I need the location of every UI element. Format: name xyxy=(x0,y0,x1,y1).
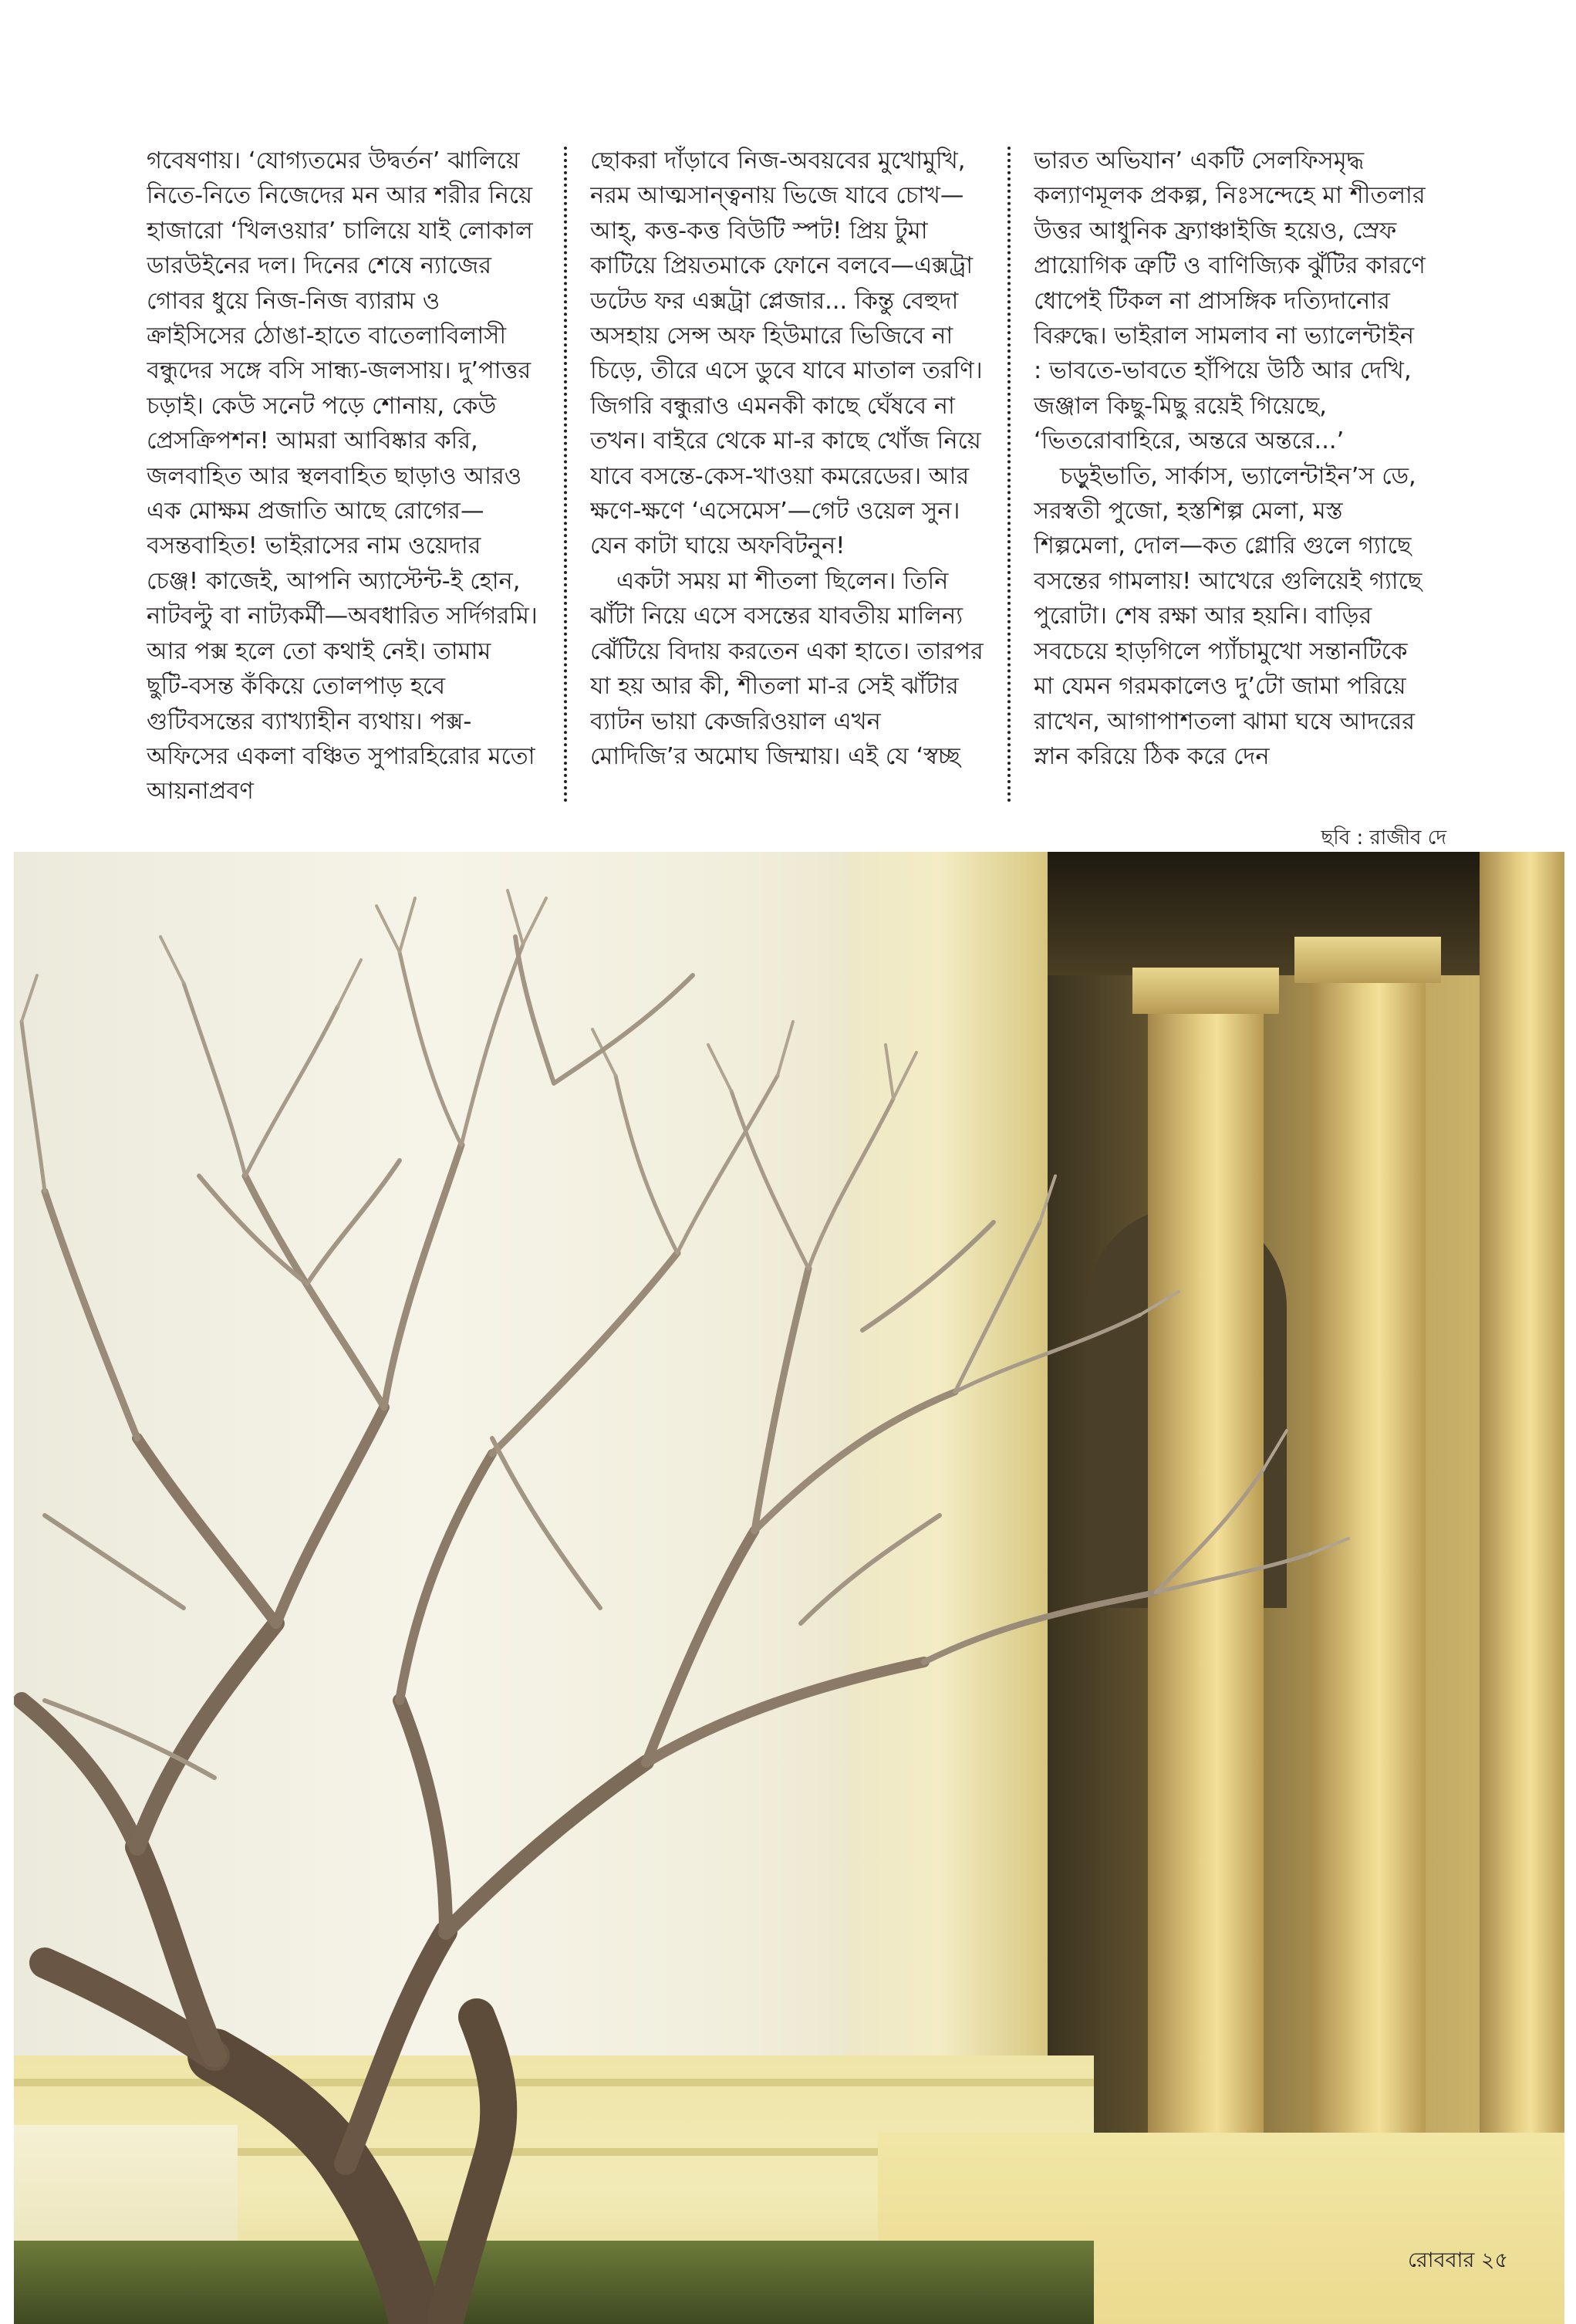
paragraph: ভারত অভিযান’ একটি সেলফিসমৃদ্ধ কল্যাণমূলক প্রকল্প, নিঃসন্দেহে মা শীতলার উত্তর আধুনিক ফ্র্যাঞ্চাইজি হয়েও, স্রেফ প্রায়োগিক ত্রুটি ও বাণিজ্যিক ঝুঁটির কারণে ধোপেই টিকল না প্রাসঙ্গিক দত্যিদানোর বিরুদ্ধে। ভাইরাল সামলাব না ভ্যালেন্টাইন : ভাবতে-ভাবতে হাঁপিয়ে উঠি আর দেখি, জঞ্জাল কিছু-মিছু রয়েই গিয়েছে, ‘ভিতরোবাহিরে, অন্তরে অন্তরে...’ xyxy=(1034,147,1426,455)
bare-tree-illustration xyxy=(14,852,1564,2324)
paragraph: চড়ুইভাতি, সার্কাস, ভ্যালেন্টাইন’স ডে, সরস্বতী পুজো, হস্তশিল্প মেলা, মস্ত শিল্পমেলা, দোল—কত গ্লোরি গুলে গ্যাছে বসন্তের গামলায়! আখেরে গুলিয়েই গ্যাছে পুরোটা। শেষ রক্ষা আর হয়নি। বাড়ির সবচেয়ে হাড়গিলে প্যাঁচামুখো সন্তানটিকে মা যেমন গরমকালেও দু’টো জামা পরিয়ে রাখেন, আগাপাশতলা ঝামা ঘষে আদরের স্নান করিয়ে ঠিক করে দেন xyxy=(1034,462,1422,770)
column-divider xyxy=(1007,147,1011,802)
page-folio: রোববার ২৫ xyxy=(1407,2248,1508,2272)
paragraph: গবেষণায়। ‘যোগ্যতমের উদ্বর্তন’ ঝালিয়ে নিতে-নিতে নিজেদের মন আর শরীর নিয়ে হাজারো ‘খিলওয়ার’ চালিয়ে যাই লোকাল ডারউইনের দল। দিনের শেষে ন্যাজের গোবর ধুয়ে নিজ-নিজ ব্যারাম ও ক্রাইসিসের ঠোঙা-হাতে বাতেলাবিলাসী বন্ধুদের সঙ্গে বসি সান্ধ্য-জলসায়। দু’পাত্তর চড়াই। কেউ সনেট পড়ে শোনায়, কেউ প্রেসক্রিপশন! আমরা আবিষ্কার করি, জলবাহিত আর স্থলবাহিত ছাড়াও আরও এক মোক্ষম প্রজাতি আছে রোগের—বসন্তবাহিত! ভাইরাসের নাম ওয়েদার চেঞ্জ! কাজেই, আপনি অ্যাস্টেন্ট-ই হোন, নাটবল্টু বা নাট্যকর্মী—অবধারিত সর্দিগরমি। আর পক্স হলে তো কথাই নেই। তামাম ছুটি-বসন্ত কঁকিয়ে তোলপাড় হবে গুটিবসন্তের ব্যাখ্যাহীন ব্যথায়। পক্স-অফিসের একলা বঞ্চিত সুপারহিরোর মতো আয়নাপ্রবণ xyxy=(147,147,538,806)
text-column-1 xyxy=(147,144,540,807)
text-column-3 xyxy=(1034,144,1427,807)
text-column-2 xyxy=(590,144,984,807)
paragraph: একটা সময় মা শীতলা ছিলেন। তিনি ঝাঁটা নিয়ে এসে বসন্তের যাবতীয় মালিন্য ঝেঁটিয়ে বিদায় করতেন একা হাতে। তারপর যা হয় আর কী, শীতলা মা-র সেই ঝাঁটার ব্যাটন ভায়া কেজরিওয়াল এখন মোদিজি’র অমোঘ জিম্মায়। এই যে ‘স্বচ্ছ xyxy=(590,567,984,770)
photo-credit: ছবি : রাজীব দে xyxy=(1321,826,1446,850)
article-photo xyxy=(14,852,1564,2324)
column-divider xyxy=(564,147,567,802)
paragraph: ছোকরা দাঁড়াবে নিজ-অবয়বের মুখোমুখি, নরম আত্মসান্ত্বনায় ভিজে যাবে চোখ—আহ্, কত্ত-কত্ত বিউটি স্পট! প্রিয় টুমা কাটিয়ে প্রিয়তমাকে ফোনে বলবে—এক্সট্রা ডটেড ফর এক্সট্রা প্লেজার... কিন্তু বেহুদা অসহায় সেন্স অফ হিউমারে ভিজিবে না চিড়ে, তীরে এসে ডুবে যাবে মাতাল তরণি। জিগরি বন্ধুরাও এমনকী কাছে ঘেঁষবে না তখন। বাইরে থেকে মা-র কাছে খোঁজ নিয়ে যাবে বসন্তে-কেস-খাওয়া কমরেডের। আর ক্ষণে-ক্ষণে ‘এসেমেস’—গেট ওয়েল সুন। যেন কাটা ঘায়ে অফবিটনুন! xyxy=(590,147,983,560)
article-columns xyxy=(147,144,1427,807)
